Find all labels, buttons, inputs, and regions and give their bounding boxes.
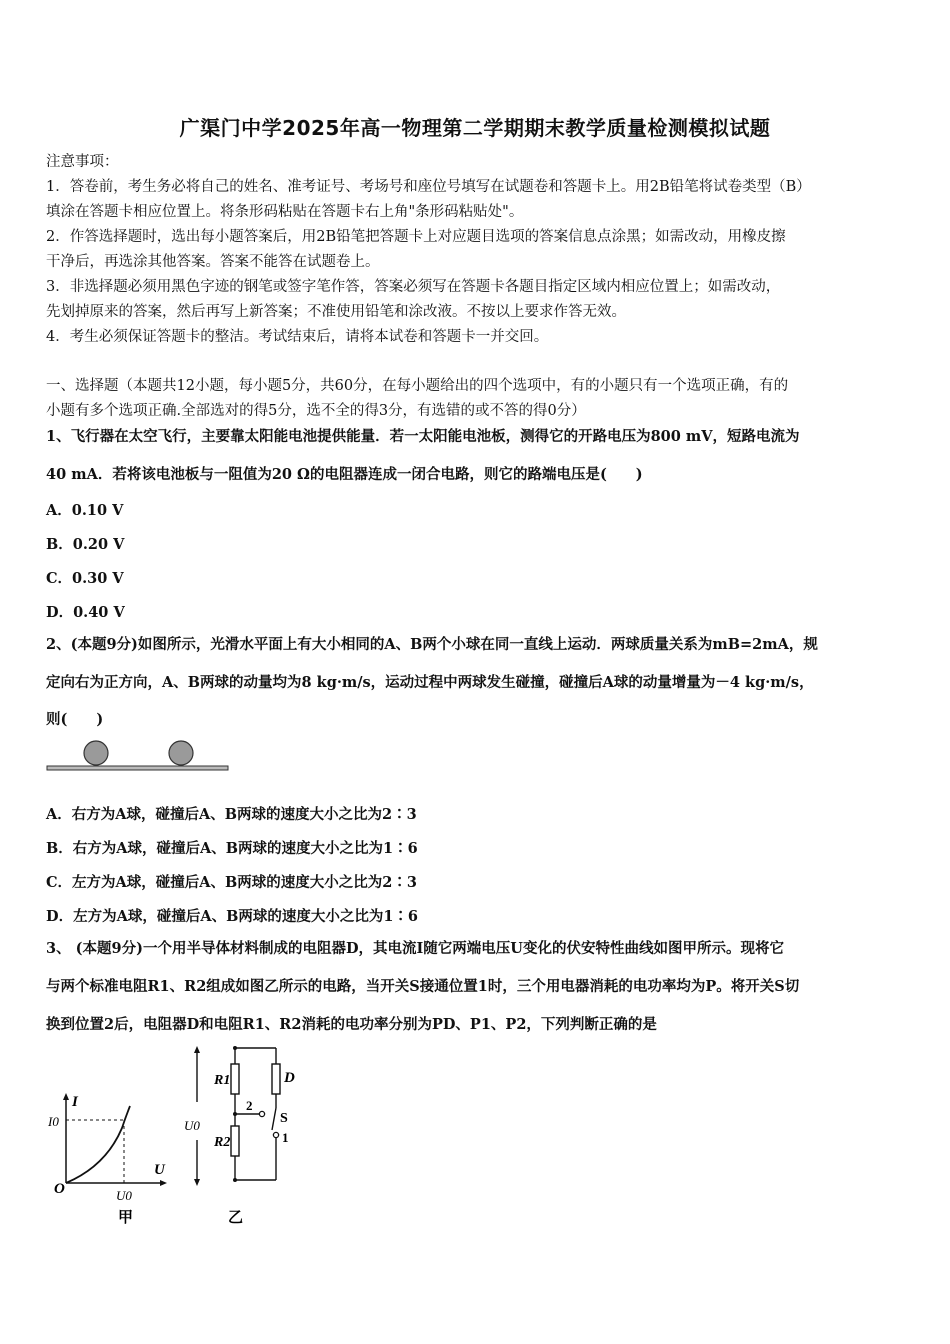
- pos1-label: 1: [282, 1130, 289, 1145]
- resistor-d: [272, 1064, 280, 1094]
- axis-label-u: U: [154, 1162, 165, 1178]
- iu-curve: [66, 1106, 130, 1183]
- figure-yi-circuit: [180, 1040, 320, 1230]
- ball-left: [84, 741, 108, 765]
- notice-line: 干净后，再选涂其他答案。答案不能答在试题卷上。: [46, 254, 380, 270]
- q1-option-b: B．0.20 V: [46, 536, 125, 553]
- notice-line: 1．答卷前，考生务必将自己的姓名、准考证号、考场号和座位号填写在试题卷和答题卡上。用2B铅笔将试卷类型（B）: [46, 179, 811, 195]
- q2-stem: 2、(本题9分)如图所示，光滑水平面上有大小相同的A、B两个小球在同一直线上运动．两球质量关系为mB=2mA，规: [46, 636, 818, 653]
- switch-s: [272, 1108, 276, 1130]
- caption-jia: 甲: [118, 1210, 134, 1226]
- q2-option-a: A．右方为A球，碰撞后A、B两球的速度大小之比为2∶3: [46, 806, 417, 823]
- pos2-label: 2: [246, 1098, 253, 1113]
- origin-label: O: [54, 1181, 65, 1197]
- s-label: S: [280, 1111, 288, 1126]
- horizontal-surface: [47, 766, 228, 770]
- q1-option-d: D．0.40 V: [46, 604, 125, 621]
- notice-line: 先划掉原来的答案，然后再写上新答案；不准使用铅笔和涂改液。不按以上要求作答无效。: [46, 304, 626, 320]
- notice-line: 3．非选择题必须用黑色字迹的钢笔或签字笔作答，答案必须写在答题卡各题目指定区域内相应位置上；如需改动，: [46, 279, 781, 295]
- q2-option-d: D．左方为A球，碰撞后A、B两球的速度大小之比为1∶6: [46, 908, 419, 925]
- notice-line: 2．作答选择题时，选出每小题答案后，用2B铅笔把答题卡上对应题目选项的答案信息点涂黑；如需改动，用橡皮擦: [46, 229, 786, 245]
- caption-yi: 乙: [228, 1210, 244, 1226]
- i0-label: I0: [48, 1114, 59, 1129]
- notice-heading: 注意事项：: [46, 154, 119, 170]
- q3-stem-cont: 与两个标准电阻R1、R2组成如图乙所示的电路，当开关S接通位置1时，三个用电器消耗的电功率均为P。将开关S切: [46, 978, 800, 995]
- resistor-r2: [231, 1126, 239, 1156]
- q2-stem-cont: 定向右为正方向，A、B两球的动量均为8 kg·m/s，运动过程中两球发生碰撞，碰撞后A球的动量增量为－4 kg·m/s，: [46, 674, 814, 691]
- q1-stem: 1、飞行器在太空飞行，主要靠太阳能电池提供能量．若一太阳能电池板，测得它的开路电压为800 mV，短路电流为: [46, 428, 800, 445]
- page-title: 广渠门中学2025年高一物理第二学期期末教学质量检测模拟试题: [179, 116, 771, 140]
- figure-jia-iu-curve: [44, 1088, 179, 1228]
- q1-option-a: A．0.10 V: [46, 502, 124, 519]
- r1-label: R1: [214, 1073, 231, 1088]
- q2-option-b: B．右方为A球，碰撞后A、B两球的速度大小之比为1∶6: [46, 840, 418, 857]
- q1-stem-cont: 40 mA．若将该电池板与一阻值为20 Ω的电阻器连成一闭合电路，则它的路端电压是( ): [46, 466, 643, 483]
- u0-label: U0: [184, 1118, 200, 1133]
- q2-option-c: C．左方为A球，碰撞后A、B两球的速度大小之比为2∶3: [46, 874, 417, 891]
- u0-label: U0: [116, 1188, 132, 1203]
- q1-option-c: C．0.30 V: [46, 570, 124, 587]
- q2-balls-figure: [44, 738, 234, 776]
- q2-stem-end: 则( ): [46, 711, 104, 728]
- axis-label-i: I: [72, 1094, 78, 1110]
- r2-label: R2: [214, 1135, 231, 1150]
- d-label: D: [284, 1070, 295, 1086]
- notice-line: 4．考生必须保证答题卡的整洁。考试结束后，请将本试卷和答题卡一并交回。: [46, 329, 549, 345]
- section-heading: 一、选择题（本题共12小题，每小题5分，共60分，在每小题给出的四个选项中，有的小题只有一个选项正确，有的: [46, 378, 789, 394]
- resistor-r1: [231, 1064, 239, 1094]
- ball-right: [169, 741, 193, 765]
- q3-stem: 3、 (本题9分)一个用半导体材料制成的电阻器D，其电流I随它两端电压U变化的伏安特性曲线如图甲所示。现将它: [46, 940, 784, 957]
- section-heading-cont: 小题有多个选项正确.全部选对的得5分，选不全的得3分，有选错的或不答的得0分）: [46, 403, 586, 419]
- q3-stem-end: 换到位置2后，电阻器D和电阻R1、R2消耗的电功率分别为PD、P1、P2，下列判断正确的是: [46, 1016, 657, 1033]
- notice-line: 填涂在答题卡相应位置上。将条形码粘贴在答题卡右上角"条形码粘贴处"。: [46, 204, 524, 220]
